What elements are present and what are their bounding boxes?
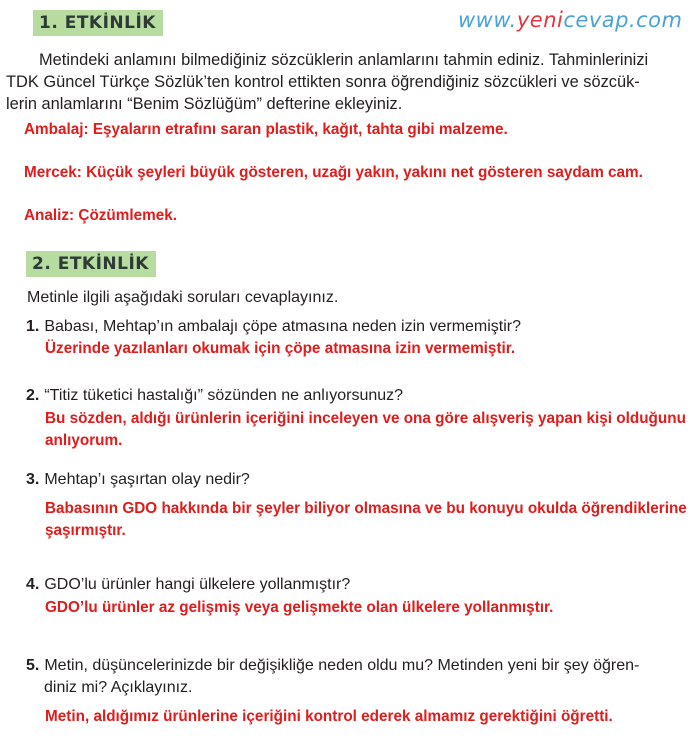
definition-ambalaj: Ambalaj: Eşyaların etrafını saran plastik, kağıt, tahta gibi malzeme. [24,121,508,138]
instruction-line-3: lerin anlamlarını “Benim Sözlüğüm” defterine ekleyiniz. [6,95,403,113]
question-3 [26,469,250,491]
answer-3-line-1: Babasının GDO hakkında bir şeyler biliyor olmasına ve bu konuyu okulda öğrendiklerine [45,500,687,517]
question-text-line-1: Metin, düşüncelerinizde bir değişikliğe neden oldu mu? Metinden yeni bir şey öğren- [44,657,640,674]
site-logo[interactable] [458,8,682,32]
question-1 [26,316,521,338]
answer-5: Metin, aldığımız ürünlerine içeriğini kontrol ederek almamız gerektiğini öğretti. [45,708,613,725]
question-text: “Titiz tüketici hastalığı” sözünden ne anlıyorsunuz? [44,387,404,404]
definition-analiz: Analiz: Çözümlemek. [24,207,177,224]
question-text-line-2: diniz mi? Açıklayınız. [44,679,193,696]
instruction-line-2: TDK Güncel Türkçe Sözlük’ten kontrol ettikten sonra öğrendiğiniz sözcükleri ve sözcük- [6,73,640,91]
instruction-line-1: Metindeki anlamını bilmediğiniz sözcüklerin anlamlarını tahmin ediniz. Tahminlerinizi [39,51,649,69]
section1-badge: 1. ETKİNLİK [33,10,163,36]
answer-1: Üzerinde yazılanları okumak için çöpe atmasına izin vermemiştir. [45,340,516,357]
question-4 [26,574,350,596]
question-number: 3. [26,471,40,488]
question-text: Babası, Mehtap’ın ambalajı çöpe atmasına neden izin vermemiştir? [44,318,522,335]
question-number: 5. [26,657,40,674]
section2-instruction: Metinle ilgili aşağıdaki soruları cevaplayınız. [27,289,339,306]
logo-suffix: .com [628,8,683,32]
answer-4: GDO’lu ürünler az gelişmiş veya gelişmekte olan ülkelere yollanmıştır. [45,599,554,616]
answer-3-line-2: şaşırmıştır. [45,522,126,539]
logo-brand-b: cevap [563,8,629,32]
section1-instruction [6,49,687,115]
question-number: 2. [26,387,40,404]
logo-prefix: www. [458,8,517,32]
logo-brand-a: yeni [516,8,564,32]
question-2 [26,385,403,407]
question-number: 1. [26,318,40,335]
answer-2-line-1: Bu sözden, aldığı ürünlerin içeriğini inceleyen ve ona göre alışveriş yapan kişi olduğunu [45,410,686,427]
section2-badge: 2. ETKİNLİK [26,251,156,277]
question-text: GDO’lu ürünler hangi ülkelere yollanmıştır? [44,576,351,593]
definition-mercek: Mercek: Küçük şeyleri büyük gösteren, uzağı yakın, yakını net gösteren saydam cam. [24,164,643,181]
question-text: Mehtap’ı şaşırtan olay nedir? [44,471,250,488]
question-5 [26,655,681,699]
answer-2-line-2: anlıyorum. [45,432,123,449]
question-number: 4. [26,576,40,593]
